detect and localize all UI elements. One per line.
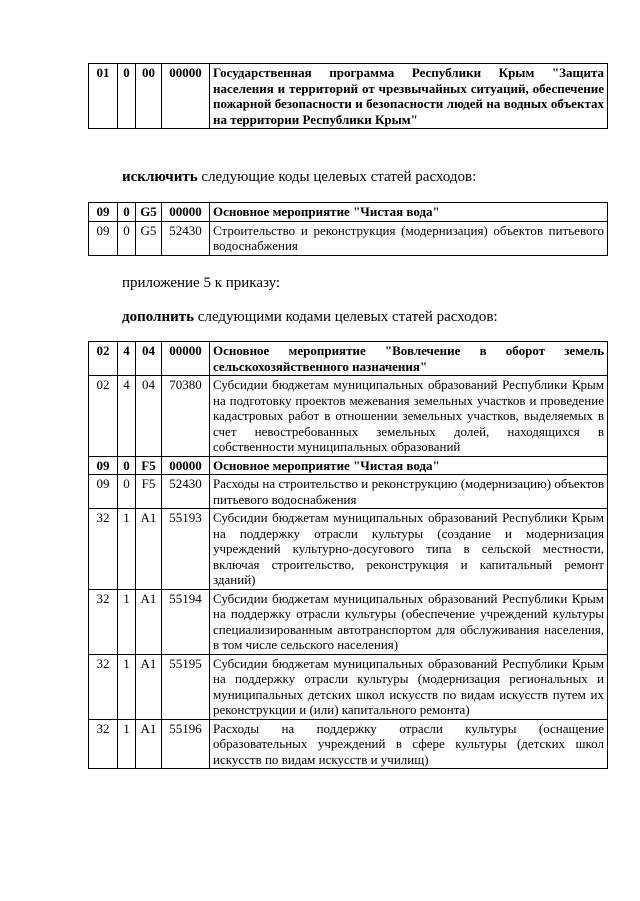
code-activity-cell: G5 [136, 221, 162, 255]
description-cell: Государственная программа Республики Крым "Защита населения и территорий от чрезвычайных ситуаций, обеспечение пожарной безопасности и безопасности людей на водных объектах на территории Республики Крым" [210, 64, 608, 129]
table-row [89, 376, 608, 457]
exclude-instruction [122, 168, 476, 186]
code-direction-cell: 00000 [162, 456, 210, 475]
add-keyword: дополнить [122, 309, 195, 325]
table-row [89, 654, 608, 719]
description-cell: Основное мероприятие "Чистая вода" [210, 456, 608, 475]
code-direction-cell: 55194 [162, 589, 210, 654]
table-row [89, 64, 608, 129]
code-activity-cell: A1 [136, 719, 162, 769]
code-subprogram-cell: 1 [118, 509, 136, 590]
code-subprogram-cell: 1 [118, 719, 136, 769]
description-cell: Основное мероприятие "Вовлечение в оборот земель сельскохозяйственного назначения" [210, 342, 608, 376]
code-direction-cell: 00000 [162, 342, 210, 376]
code-subprogram-cell: 1 [118, 654, 136, 719]
code-subprogram-cell: 4 [118, 376, 136, 457]
appendix-text: приложение 5 к приказу: [122, 275, 281, 291]
exclude-keyword: исключить [122, 169, 198, 185]
add-text: следующими кодами целевых статей расходов: [194, 309, 498, 325]
code-direction-cell: 52430 [162, 475, 210, 509]
table-row [89, 509, 608, 590]
code-program-cell: 32 [89, 719, 118, 769]
added-codes-table [88, 341, 608, 769]
table-row [89, 589, 608, 654]
code-activity-cell: 04 [136, 342, 162, 376]
code-direction-cell: 55195 [162, 654, 210, 719]
table-row [89, 456, 608, 475]
description-cell: Субсидии бюджетам муниципальных образований Республики Крым на поддержку отрасли культуры (создание и модернизация учреждений культурно-досугового типа в сельской местности, включая строительство, реконструкция и капитальный ремонт зданий) [210, 509, 608, 590]
description-cell: Строительство и реконструкция (модернизация) объектов питьевого водоснабжения [210, 221, 608, 255]
code-direction-cell: 70380 [162, 376, 210, 457]
table-row [89, 342, 608, 376]
code-activity-cell: A1 [136, 654, 162, 719]
code-program-cell: 32 [89, 654, 118, 719]
description-cell: Основное мероприятие "Чистая вода" [210, 203, 608, 222]
description-cell: Расходы на поддержку отрасли культуры (оснащение образовательных учреждений в сфере культуры (детских школ искусств по видам искусств и училищ) [210, 719, 608, 769]
code-direction-cell: 55193 [162, 509, 210, 590]
code-subprogram-cell: 4 [118, 342, 136, 376]
code-direction-cell: 00000 [162, 64, 210, 129]
table-row [89, 203, 608, 222]
code-direction-cell: 00000 [162, 203, 210, 222]
code-direction-cell: 52430 [162, 221, 210, 255]
code-program-cell: 02 [89, 342, 118, 376]
excluded-codes-table [88, 202, 608, 256]
code-subprogram-cell: 0 [118, 203, 136, 222]
description-cell: Субсидии бюджетам муниципальных образований Республики Крым на подготовку проектов межевания земельных участков и проведение кадастровых работ в отношении земельных участков, выделяемых в счет невостребованных земельных долей, находящихся в собственности муниципальных образований [210, 376, 608, 457]
code-activity-cell: F5 [136, 475, 162, 509]
code-activity-cell: 00 [136, 64, 162, 129]
code-subprogram-cell: 0 [118, 64, 136, 129]
code-subprogram-cell: 0 [118, 475, 136, 509]
code-program-cell: 09 [89, 456, 118, 475]
code-activity-cell: A1 [136, 509, 162, 590]
appendix-reference [122, 274, 280, 292]
exclude-text: следующие коды целевых статей расходов: [197, 169, 477, 185]
code-program-cell: 01 [89, 64, 118, 129]
code-program-cell: 09 [89, 221, 118, 255]
description-cell: Субсидии бюджетам муниципальных образований Республики Крым на поддержку отрасли культуры (обеспечение учреждений культуры специализированным автотранспортом для обслуживания населения, в том числе сельского населения) [210, 589, 608, 654]
code-subprogram-cell: 0 [118, 456, 136, 475]
table-row [89, 475, 608, 509]
table-row [89, 719, 608, 769]
description-cell: Расходы на строительство и реконструкцию (модернизацию) объектов питьевого водоснабжения [210, 475, 608, 509]
table-row [89, 221, 608, 255]
code-program-cell: 02 [89, 376, 118, 457]
code-subprogram-cell: 0 [118, 221, 136, 255]
code-program-cell: 09 [89, 475, 118, 509]
code-activity-cell: F5 [136, 456, 162, 475]
code-activity-cell: 04 [136, 376, 162, 457]
code-program-cell: 32 [89, 589, 118, 654]
code-program-cell: 09 [89, 203, 118, 222]
code-activity-cell: A1 [136, 589, 162, 654]
code-program-cell: 32 [89, 509, 118, 590]
code-direction-cell: 55196 [162, 719, 210, 769]
code-activity-cell: G5 [136, 203, 162, 222]
description-cell: Субсидии бюджетам муниципальных образований Республики Крым на поддержку отрасли культуры (модернизация региональных и муниципальных детских школ искусств по видам искусств путем их реконструкции и (или) капитального ремонта) [210, 654, 608, 719]
add-instruction [122, 308, 498, 326]
program-code-table [88, 63, 608, 129]
code-subprogram-cell: 1 [118, 589, 136, 654]
